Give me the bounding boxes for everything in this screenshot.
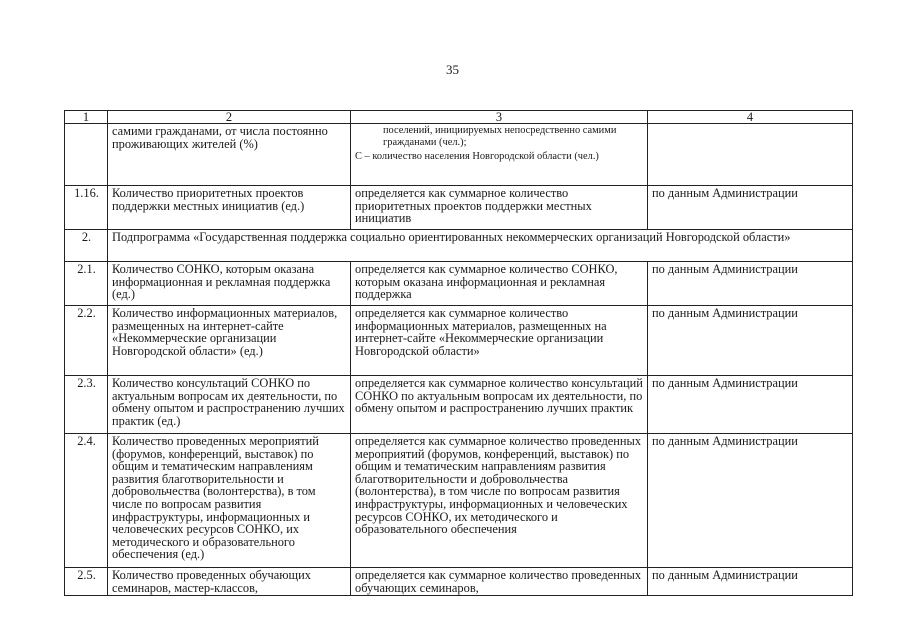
row-number — [65, 124, 108, 186]
source-cell: по данным Администрации — [648, 306, 853, 376]
indicator-cell: Количество проведенных обучающих семинаров, мастер-классов, — [108, 568, 351, 596]
row-number: 1.16. — [65, 186, 108, 230]
indicators-table — [64, 110, 853, 596]
table-row — [65, 306, 853, 376]
subprogram-title: Подпрограмма «Государственная поддержка социально ориентированных некоммерческих организаций Новгородской области» — [108, 230, 853, 262]
indicator-cell: Количество проведенных мероприятий (форумов, конференций, выставок) по общим и тематическим направлениям развития благотворительности и добровольчества (волонтерства), в том числе по вопросам развития инфраструктуры, информационных и человеческих ресурсов СОНКО, их методического и образовательного обеспечения (ед.) — [108, 434, 351, 568]
indicator-cell: Количество информационных материалов, размещенных на интернет-сайте «Некоммерческие организации Новгородской области» (ед.) — [108, 306, 351, 376]
table-row — [65, 186, 853, 230]
source-cell: по данным Администрации — [648, 568, 853, 596]
row-number: 2.1. — [65, 262, 108, 306]
column-header: 1 — [65, 111, 108, 124]
method-cell: определяется как суммарное количество проведенных обучающих семинаров, — [351, 568, 648, 596]
table-row — [65, 434, 853, 568]
table-row — [65, 376, 853, 434]
column-header: 2 — [108, 111, 351, 124]
column-header: 3 — [351, 111, 648, 124]
source-cell — [648, 124, 853, 186]
method-cell — [351, 124, 648, 186]
table-row — [65, 124, 853, 186]
source-cell: по данным Администрации — [648, 376, 853, 434]
row-number: 2.4. — [65, 434, 108, 568]
source-cell: по данным Администрации — [648, 186, 853, 230]
table-row — [65, 230, 853, 262]
column-header: 4 — [648, 111, 853, 124]
method-cell: определяется как суммарное количество приоритетных проектов поддержки местных инициатив — [351, 186, 648, 230]
row-number: 2.5. — [65, 568, 108, 596]
table-header-row — [65, 111, 853, 124]
indicator-cell: Количество приоритетных проектов поддержки местных инициатив (ед.) — [108, 186, 351, 230]
table-row — [65, 568, 853, 596]
method-text: поселений, инициируемых непосредственно самими гражданами (чел.); — [383, 125, 617, 148]
row-number: 2.2. — [65, 306, 108, 376]
row-number: 2. — [65, 230, 108, 262]
table-row — [65, 262, 853, 306]
method-cell: определяется как суммарное количество проведенных мероприятий (форумов, конференций, выставок) по общим и тематическим направлениям развития благотворительности и добровольчества (волонтерства), в том числе по вопросам развития инфраструктуры, информационных и человеческих ресурсов СОНКО, их методического и образовательного обеспечения — [351, 434, 648, 568]
method-cell: определяется как суммарное количество консультаций СОНКО по актуальным вопросам их деятельности, по обмену опытом и распространению лучших практик — [351, 376, 648, 434]
indicator-cell: Количество консультаций СОНКО по актуальным вопросам их деятельности, по обмену опытом и распространению лучших практик (ед.) — [108, 376, 351, 434]
row-number: 2.3. — [65, 376, 108, 434]
indicator-cell: Количество СОНКО, которым оказана информационная и рекламная поддержка (ед.) — [108, 262, 351, 306]
method-cell: определяется как суммарное количество информационных материалов, размещенных на интернет-сайте «Некоммерческие организации Новгородской области» — [351, 306, 648, 376]
page-number: 35 — [446, 62, 459, 77]
method-cell: определяется как суммарное количество СОНКО, которым оказана информационная и рекламная поддержка — [351, 262, 648, 306]
indicator-cell: самими гражданами, от числа постоянно проживающих жителей (%) — [108, 124, 351, 186]
source-cell: по данным Администрации — [648, 434, 853, 568]
method-text: С – количество населения Новгородской области (чел.) — [355, 151, 599, 162]
source-cell: по данным Администрации — [648, 262, 853, 306]
